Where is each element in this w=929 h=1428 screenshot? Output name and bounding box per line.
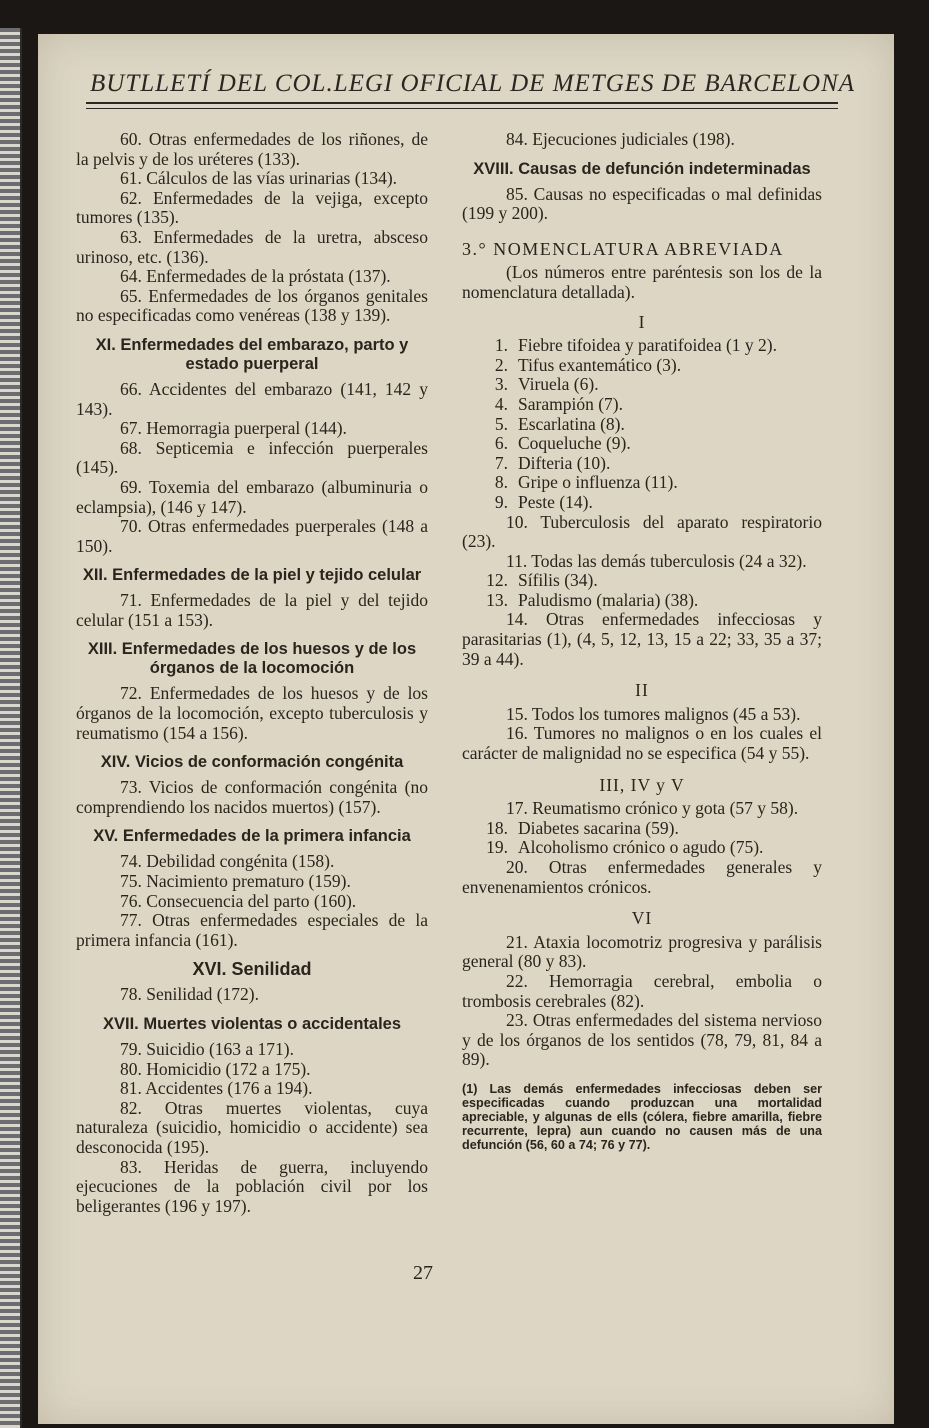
group-heading-i: I [638, 311, 646, 332]
entry-82: 82. Otras muertes violentas, cuya naturaleza (suicidio, homicidio o accidente) sea desconocida (195). [76, 1097, 428, 1157]
entry-15: 15. Todos los tumores malignos (45 a 53). [506, 703, 801, 724]
group-heading-vi: VI [631, 908, 653, 929]
list-item: 9. Peste (14). [494, 491, 593, 512]
entry-65: 65. Enfermedades de los órganos genitales no especificadas como venéreas (138 y 139). [76, 285, 428, 326]
entry-20: 20. Otras enfermedades generales y envenenamientos crónicos. [462, 857, 822, 897]
section-heading-xi: XI. Enfermedades del embarazo, parto y estado puerperal [95, 335, 409, 373]
page-number: 27 [413, 1262, 433, 1284]
list-item: 19. Alcoholismo crónico o agudo (75). [486, 837, 764, 858]
section-heading-xv: XV. Enfermedades de la primera infancia [93, 827, 411, 846]
group-heading-iii-iv-v: III, IV y V [599, 774, 685, 795]
list-item: 7. Difteria (10). [494, 452, 611, 473]
section-heading-xiii: XIII. Enfermedades de los huesos y de los órganos de la locomoción [87, 640, 417, 678]
list-item: 5. Escarlatina (8). [494, 413, 625, 434]
entry-71: 71. Enfermedades de la piel y del tejido celular (151 a 153). [76, 590, 428, 630]
entry-84: 84. Ejecuciones judiciales (198). [506, 129, 735, 149]
running-header: BUTLLETÍ DEL COL.LEGI OFICIAL DE METGES DE BARCELONA [90, 70, 856, 97]
entry-74: 74. Debilidad congénita (158). [120, 851, 335, 872]
list-item: 8. Gripe o influenza (11). [494, 472, 678, 493]
header-rule [86, 102, 838, 104]
entry-21: 21. Ataxia locomotriz progresiva y parálisis general (80 y 83). [462, 931, 822, 972]
entry-75: 75. Nacimiento prematuro (159). [120, 871, 351, 892]
entry-72: 72. Enfermedades de los huesos y de los órganos de la locomoción, excepto tuberculosis y reumatismo (154 a 156). [76, 683, 428, 743]
footnote: (1) Las demás enfermedades infecciosas deben ser especificadas cuando produzcan una mortalidad apreciable, y algunas de ells (cólera, fiebre amarilla, fiebre recurrente, lepra) aun cuando no causen más de una defunción (56, 60 a 74; 76 y 77). [462, 1081, 822, 1152]
left-column [76, 130, 428, 1216]
list-item: 1. Fiebre tifoidea y paratifoidea (1 y 2). [494, 335, 777, 356]
entry-17: 17. Reumatismo crónico y gota (57 y 58). [506, 798, 799, 819]
entry-10: 10. Tuberculosis del aparato respiratorio (23). [462, 511, 822, 552]
right-column [462, 130, 822, 1152]
entry-66: 66. Accidentes del embarazo (141, 142 y 143). [76, 378, 428, 419]
list-item: 2. Tifus exantemático (3). [494, 354, 682, 375]
group-i-list [462, 336, 822, 512]
entry-60: 60. Otras enfermedades de los riñones, de la pelvis y de los uréteres (133). [76, 129, 428, 169]
list-item: 6. Coqueluche (9). [494, 433, 631, 454]
group-heading-ii: II [635, 680, 649, 701]
entry-70: 70. Otras enfermedades puerperales (148 a 150). [76, 516, 428, 556]
list-item: 3. Viruela (6). [494, 374, 599, 395]
entry-14: 14. Otras enfermedades infecciosas y parasitarias (1), (4, 5, 12, 13, 15 a 22; 33, 35 a 37; 39 a 44). [462, 609, 822, 669]
header-rule-thin [86, 108, 838, 109]
entry-11: 11. Todas las demás tuberculosis (24 a 32). [506, 550, 807, 571]
entry-61: 61. Cálculos de las vías urinarias (134). [120, 168, 398, 189]
list-item: 4. Sarampión (7). [494, 393, 623, 414]
entry-79: 79. Suicidio (163 a 171). [120, 1039, 295, 1059]
section-heading-xvii: XVII. Muertes violentas o accidentales [102, 1015, 402, 1033]
entry-63: 63. Enfermedades de la uretra, absceso urinoso, etc. (136). [76, 226, 428, 267]
list-item: 12. Sífilis (34). [486, 570, 598, 591]
entry-67: 67. Hemorragia puerperal (144). [120, 418, 347, 439]
section-intro: (Los números entre paréntesis son los de la nomenclatura detallada). [462, 262, 822, 302]
list-item: 13. Paludismo (malaria) (38). [486, 589, 699, 610]
section-heading-xviii: XVIII. Causas de defunción indeterminadas [473, 159, 811, 178]
entry-68: 68. Septicemia e infección puerperales (145). [76, 437, 428, 478]
group-iii-list [462, 819, 822, 858]
group-i-list-2 [462, 571, 822, 610]
entry-81: 81. Accidentes (176 a 194). [120, 1078, 313, 1099]
entry-77: 77. Otras enfermedades especiales de la primera infancia (161). [76, 910, 428, 950]
entry-23: 23. Otras enfermedades del sistema nervioso y de los órganos de los sentidos (78, 79, 81, 84 a 89). [462, 1010, 822, 1070]
entry-83: 83. Heridas de guerra, incluyendo ejecuciones de la población civil por los beligerantes (196 y 197). [76, 1156, 428, 1216]
entry-85: 85. Causas no especificadas o mal definidas (199 y 200). [462, 183, 822, 224]
section-heading-xvi: XVI. Senilidad [192, 959, 312, 980]
entry-22: 22. Hemorragia cerebral, embolia o trombosis cerebrales (82). [462, 970, 822, 1011]
entry-78: 78. Senilidad (172). [120, 984, 260, 1005]
entry-69: 69. Toxemia del embarazo (albuminuria o eclampsia), (146 y 147). [76, 476, 428, 517]
section-heading-xii: XII. Enfermedades de la piel y tejido celular [82, 566, 422, 585]
section-title-abbreviated: 3.° NOMENCLATURA ABREVIADA [462, 238, 784, 259]
section-heading-xiv: XIV. Vicios de conformación congénita [100, 753, 404, 772]
entry-80: 80. Homicidio (172 a 175). [120, 1058, 311, 1079]
entry-16: 16. Tumores no malignos o en los cuales el carácter de malignidad no se especifica (54 y 55). [462, 723, 822, 764]
entry-62: 62. Enfermedades de la vejiga, excepto tumores (135). [76, 187, 428, 228]
entry-76: 76. Consecuencia del parto (160). [120, 890, 357, 911]
entry-64: 64. Enfermedades de la próstata (137). [120, 266, 391, 287]
binding-pattern [0, 28, 22, 1428]
entry-73: 73. Vicios de conformación congénita (no comprendiendo los nacidos muertos) (157). [76, 777, 428, 817]
list-item: 18. Diabetes sacarina (59). [486, 817, 679, 838]
